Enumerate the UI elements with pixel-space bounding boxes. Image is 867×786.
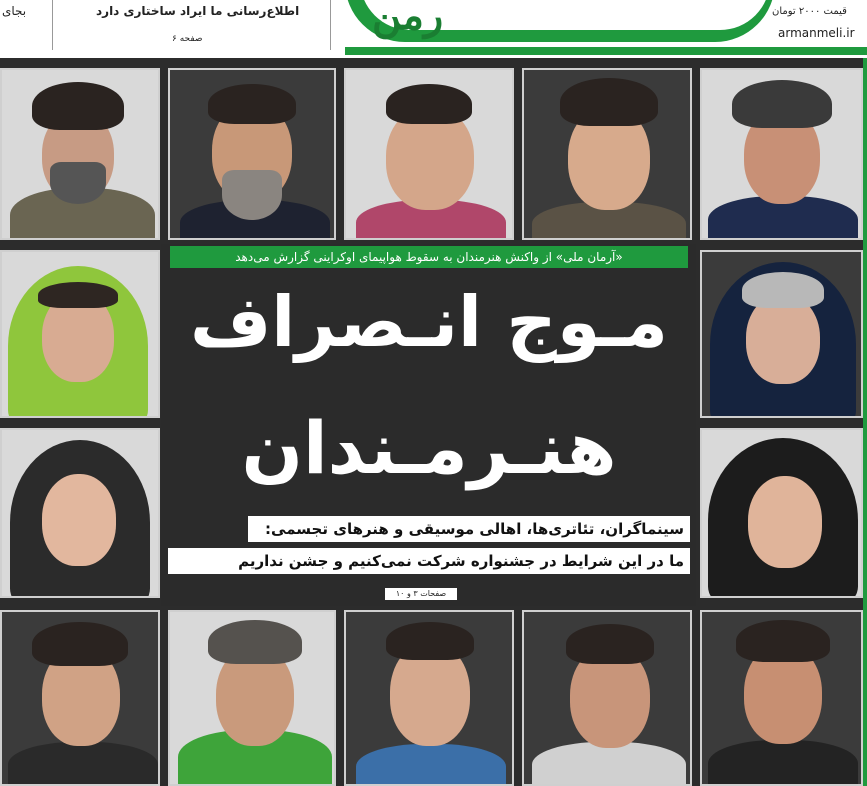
- portrait-photo: [700, 68, 863, 240]
- subheadline-line-1: سینماگران، تئاتری‌ها، اهالی موسیقی و هنرهای تجسمی:: [248, 516, 690, 542]
- masthead-green-rule: [345, 47, 867, 55]
- portrait-photo: [168, 68, 336, 240]
- portrait-photo: [522, 68, 692, 240]
- newspaper-logo: رمن: [372, 0, 444, 39]
- teaser-page-ref: صفحه ۶: [172, 34, 203, 44]
- portrait-photo: [0, 610, 160, 786]
- portrait-photo: [700, 428, 863, 598]
- column-divider: [52, 0, 53, 50]
- masthead-cut-text: بجای: [2, 4, 27, 18]
- portrait-photo: [0, 250, 160, 418]
- portrait-photo: [344, 610, 514, 786]
- teaser-headline[interactable]: اطلاع‌رسانی ما ایراد ساختاری دارد: [96, 4, 300, 18]
- portrait-photo: [344, 68, 514, 240]
- subheadline-line-2: ما در این شرایط در جشنواره شرکت نمی‌کنیم و جشن نداریم: [168, 548, 690, 574]
- story-kicker[interactable]: «آرمان ملی» از واکنش هنرمندان به سقوط هواپیمای اوکراینی گزارش می‌دهد: [170, 246, 688, 268]
- portrait-photo: [700, 610, 863, 786]
- column-divider: [330, 0, 331, 50]
- price-label: قیمت ۲۰۰۰ تومان: [772, 6, 847, 17]
- website-label[interactable]: armanmeli.ir: [778, 26, 855, 40]
- portrait-photo: [522, 610, 692, 786]
- portrait-photo: [168, 610, 336, 786]
- headline-line-2[interactable]: هنـرمـندان: [241, 406, 617, 490]
- page-edge-green: [863, 58, 867, 786]
- portrait-photo: [0, 428, 160, 598]
- page-reference: صفحات ۳ و ۱۰: [385, 588, 457, 600]
- portrait-photo: [700, 250, 863, 418]
- portrait-photo: [0, 68, 160, 240]
- masthead: [0, 0, 867, 58]
- headline-line-1[interactable]: مـوج انـصراف: [189, 281, 668, 363]
